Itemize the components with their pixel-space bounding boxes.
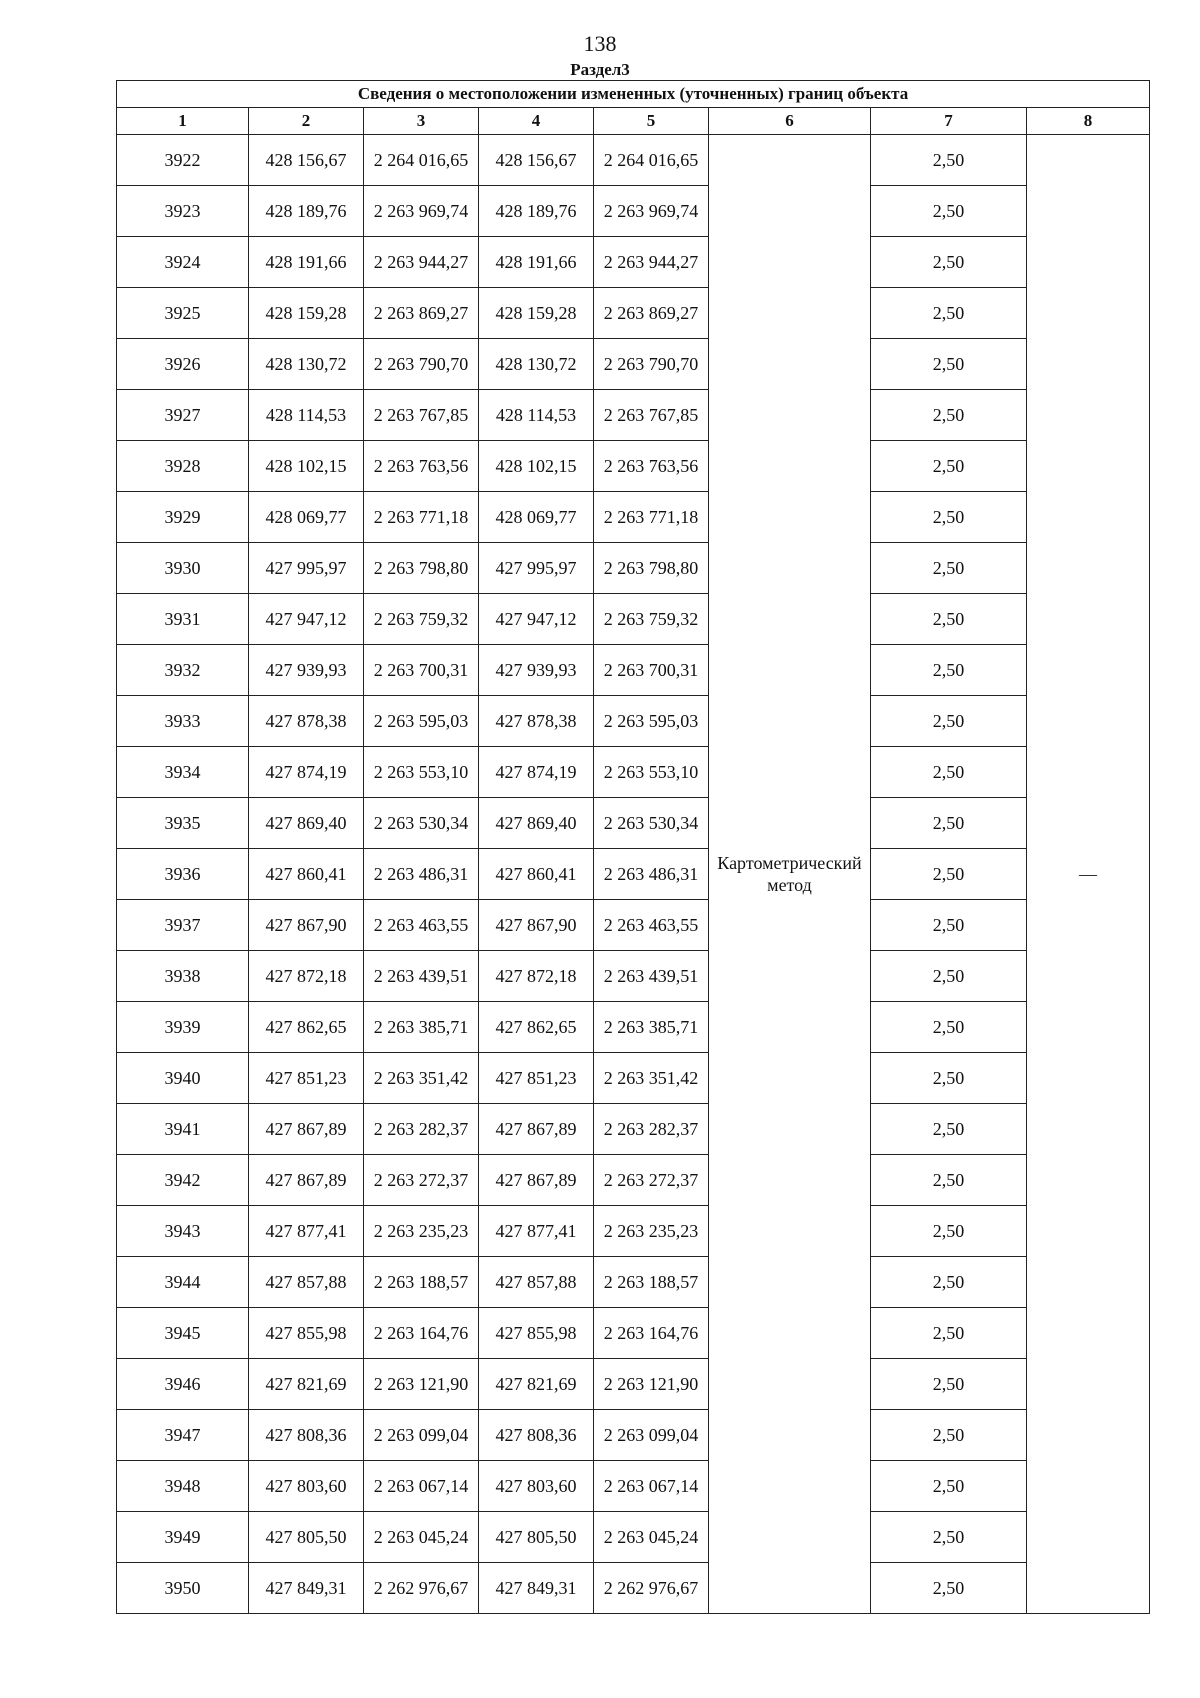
note-cell: — xyxy=(1027,135,1150,1614)
x-new-cell: 427 869,40 xyxy=(479,798,594,849)
y-new-cell: 2 263 530,34 xyxy=(594,798,709,849)
y-new-cell: 2 263 759,32 xyxy=(594,594,709,645)
point-number-cell: 3949 xyxy=(117,1512,249,1563)
point-number-cell: 3934 xyxy=(117,747,249,798)
accuracy-cell: 2,50 xyxy=(871,594,1027,645)
accuracy-cell: 2,50 xyxy=(871,1410,1027,1461)
accuracy-cell: 2,50 xyxy=(871,645,1027,696)
y-old-cell: 2 263 067,14 xyxy=(364,1461,479,1512)
x-old-cell: 427 803,60 xyxy=(249,1461,364,1512)
x-new-cell: 427 851,23 xyxy=(479,1053,594,1104)
y-old-cell: 2 263 385,71 xyxy=(364,1002,479,1053)
x-new-cell: 427 947,12 xyxy=(479,594,594,645)
x-old-cell: 427 849,31 xyxy=(249,1563,364,1614)
point-number-cell: 3929 xyxy=(117,492,249,543)
y-old-cell: 2 263 272,37 xyxy=(364,1155,479,1206)
point-number-cell: 3945 xyxy=(117,1308,249,1359)
point-number-cell: 3937 xyxy=(117,900,249,951)
table-row xyxy=(117,492,1150,543)
y-old-cell: 2 263 798,80 xyxy=(364,543,479,594)
accuracy-cell: 2,50 xyxy=(871,1359,1027,1410)
y-new-cell: 2 263 969,74 xyxy=(594,186,709,237)
y-new-cell: 2 263 272,37 xyxy=(594,1155,709,1206)
y-old-cell: 2 263 944,27 xyxy=(364,237,479,288)
table-row xyxy=(117,1002,1150,1053)
x-old-cell: 428 189,76 xyxy=(249,186,364,237)
point-number-cell: 3930 xyxy=(117,543,249,594)
table-row xyxy=(117,1053,1150,1104)
table-row xyxy=(117,1563,1150,1614)
x-new-cell: 427 849,31 xyxy=(479,1563,594,1614)
point-number-cell: 3944 xyxy=(117,1257,249,1308)
method-cell: Картометрический метод xyxy=(709,135,871,1614)
x-new-cell: 428 159,28 xyxy=(479,288,594,339)
x-new-cell: 427 855,98 xyxy=(479,1308,594,1359)
x-new-cell: 427 808,36 xyxy=(479,1410,594,1461)
x-new-cell: 427 874,19 xyxy=(479,747,594,798)
y-old-cell: 2 262 976,67 xyxy=(364,1563,479,1614)
y-new-cell: 2 263 282,37 xyxy=(594,1104,709,1155)
accuracy-cell: 2,50 xyxy=(871,951,1027,1002)
table-row xyxy=(117,1461,1150,1512)
column-header: 3 xyxy=(364,108,479,135)
y-new-cell: 2 263 763,56 xyxy=(594,441,709,492)
point-number-cell: 3943 xyxy=(117,1206,249,1257)
y-new-cell: 2 263 235,23 xyxy=(594,1206,709,1257)
point-number-cell: 3931 xyxy=(117,594,249,645)
accuracy-cell: 2,50 xyxy=(871,237,1027,288)
y-old-cell: 2 263 595,03 xyxy=(364,696,479,747)
y-old-cell: 2 263 099,04 xyxy=(364,1410,479,1461)
y-old-cell: 2 263 045,24 xyxy=(364,1512,479,1563)
table-row xyxy=(117,288,1150,339)
accuracy-cell: 2,50 xyxy=(871,798,1027,849)
y-old-cell: 2 263 439,51 xyxy=(364,951,479,1002)
x-old-cell: 428 114,53 xyxy=(249,390,364,441)
x-old-cell: 427 867,89 xyxy=(249,1104,364,1155)
x-old-cell: 427 947,12 xyxy=(249,594,364,645)
x-old-cell: 427 874,19 xyxy=(249,747,364,798)
y-new-cell: 2 263 463,55 xyxy=(594,900,709,951)
point-number-cell: 3927 xyxy=(117,390,249,441)
y-new-cell: 2 262 976,67 xyxy=(594,1563,709,1614)
y-new-cell: 2 264 016,65 xyxy=(594,135,709,186)
y-old-cell: 2 264 016,65 xyxy=(364,135,479,186)
y-old-cell: 2 263 763,56 xyxy=(364,441,479,492)
x-old-cell: 428 191,66 xyxy=(249,237,364,288)
x-old-cell: 427 872,18 xyxy=(249,951,364,1002)
table-row xyxy=(117,186,1150,237)
point-number-cell: 3924 xyxy=(117,237,249,288)
point-number-cell: 3941 xyxy=(117,1104,249,1155)
x-old-cell: 427 855,98 xyxy=(249,1308,364,1359)
x-new-cell: 428 069,77 xyxy=(479,492,594,543)
x-old-cell: 427 939,93 xyxy=(249,645,364,696)
point-number-cell: 3933 xyxy=(117,696,249,747)
table-row xyxy=(117,645,1150,696)
table-row xyxy=(117,1257,1150,1308)
y-old-cell: 2 263 530,34 xyxy=(364,798,479,849)
accuracy-cell: 2,50 xyxy=(871,849,1027,900)
y-new-cell: 2 263 798,80 xyxy=(594,543,709,594)
point-number-cell: 3947 xyxy=(117,1410,249,1461)
column-header-row xyxy=(117,108,1150,135)
x-old-cell: 428 069,77 xyxy=(249,492,364,543)
accuracy-cell: 2,50 xyxy=(871,390,1027,441)
point-number-cell: 3925 xyxy=(117,288,249,339)
accuracy-cell: 2,50 xyxy=(871,1308,1027,1359)
point-number-cell: 3948 xyxy=(117,1461,249,1512)
table-caption: Сведения о местоположении измененных (уточненных) границ объекта xyxy=(117,81,1150,108)
table-row xyxy=(117,696,1150,747)
table-row xyxy=(117,390,1150,441)
point-number-cell: 3936 xyxy=(117,849,249,900)
y-old-cell: 2 263 351,42 xyxy=(364,1053,479,1104)
accuracy-cell: 2,50 xyxy=(871,1206,1027,1257)
accuracy-cell: 2,50 xyxy=(871,186,1027,237)
y-old-cell: 2 263 700,31 xyxy=(364,645,479,696)
table-body xyxy=(117,135,1150,1614)
y-new-cell: 2 263 385,71 xyxy=(594,1002,709,1053)
x-old-cell: 427 808,36 xyxy=(249,1410,364,1461)
x-new-cell: 428 102,15 xyxy=(479,441,594,492)
table-row xyxy=(117,798,1150,849)
coordinates-table xyxy=(116,80,1150,1614)
x-old-cell: 428 102,15 xyxy=(249,441,364,492)
page-number: 138 xyxy=(583,31,617,56)
y-old-cell: 2 263 463,55 xyxy=(364,900,479,951)
point-number-cell: 3932 xyxy=(117,645,249,696)
point-number-cell: 3928 xyxy=(117,441,249,492)
y-new-cell: 2 263 595,03 xyxy=(594,696,709,747)
y-old-cell: 2 263 771,18 xyxy=(364,492,479,543)
x-new-cell: 427 860,41 xyxy=(479,849,594,900)
table-row xyxy=(117,747,1150,798)
y-new-cell: 2 263 099,04 xyxy=(594,1410,709,1461)
point-number-cell: 3942 xyxy=(117,1155,249,1206)
y-new-cell: 2 263 045,24 xyxy=(594,1512,709,1563)
y-new-cell: 2 263 067,14 xyxy=(594,1461,709,1512)
table-row xyxy=(117,849,1150,900)
x-old-cell: 427 862,65 xyxy=(249,1002,364,1053)
x-new-cell: 427 995,97 xyxy=(479,543,594,594)
table-row xyxy=(117,900,1150,951)
x-new-cell: 427 867,90 xyxy=(479,900,594,951)
y-new-cell: 2 263 700,31 xyxy=(594,645,709,696)
x-new-cell: 427 877,41 xyxy=(479,1206,594,1257)
column-header: 7 xyxy=(871,108,1027,135)
point-number-cell: 3939 xyxy=(117,1002,249,1053)
y-new-cell: 2 263 486,31 xyxy=(594,849,709,900)
column-header: 8 xyxy=(1027,108,1150,135)
x-old-cell: 427 995,97 xyxy=(249,543,364,594)
x-new-cell: 427 821,69 xyxy=(479,1359,594,1410)
accuracy-cell: 2,50 xyxy=(871,747,1027,798)
x-new-cell: 427 867,89 xyxy=(479,1155,594,1206)
x-new-cell: 427 803,60 xyxy=(479,1461,594,1512)
x-old-cell: 427 867,90 xyxy=(249,900,364,951)
x-new-cell: 428 130,72 xyxy=(479,339,594,390)
accuracy-cell: 2,50 xyxy=(871,441,1027,492)
table-row xyxy=(117,1155,1150,1206)
y-new-cell: 2 263 771,18 xyxy=(594,492,709,543)
table-row xyxy=(117,543,1150,594)
x-new-cell: 427 878,38 xyxy=(479,696,594,747)
y-old-cell: 2 263 235,23 xyxy=(364,1206,479,1257)
x-old-cell: 427 805,50 xyxy=(249,1512,364,1563)
point-number-cell: 3922 xyxy=(117,135,249,186)
table-row xyxy=(117,1410,1150,1461)
column-header: 1 xyxy=(117,108,249,135)
x-new-cell: 427 857,88 xyxy=(479,1257,594,1308)
y-old-cell: 2 263 553,10 xyxy=(364,747,479,798)
y-new-cell: 2 263 164,76 xyxy=(594,1308,709,1359)
table-row xyxy=(117,594,1150,645)
x-new-cell: 427 805,50 xyxy=(479,1512,594,1563)
accuracy-cell: 2,50 xyxy=(871,492,1027,543)
y-old-cell: 2 263 767,85 xyxy=(364,390,479,441)
y-new-cell: 2 263 944,27 xyxy=(594,237,709,288)
table-caption-row xyxy=(117,81,1150,108)
accuracy-cell: 2,50 xyxy=(871,1512,1027,1563)
accuracy-cell: 2,50 xyxy=(871,288,1027,339)
point-number-cell: 3923 xyxy=(117,186,249,237)
x-new-cell: 428 156,67 xyxy=(479,135,594,186)
accuracy-cell: 2,50 xyxy=(871,696,1027,747)
x-old-cell: 427 857,88 xyxy=(249,1257,364,1308)
y-old-cell: 2 263 790,70 xyxy=(364,339,479,390)
x-old-cell: 427 821,69 xyxy=(249,1359,364,1410)
x-old-cell: 427 869,40 xyxy=(249,798,364,849)
y-new-cell: 2 263 553,10 xyxy=(594,747,709,798)
y-old-cell: 2 263 121,90 xyxy=(364,1359,479,1410)
table-row xyxy=(117,339,1150,390)
x-old-cell: 428 156,67 xyxy=(249,135,364,186)
accuracy-cell: 2,50 xyxy=(871,1461,1027,1512)
y-new-cell: 2 263 351,42 xyxy=(594,1053,709,1104)
y-old-cell: 2 263 164,76 xyxy=(364,1308,479,1359)
accuracy-cell: 2,50 xyxy=(871,339,1027,390)
accuracy-cell: 2,50 xyxy=(871,1053,1027,1104)
table-row xyxy=(117,237,1150,288)
y-old-cell: 2 263 759,32 xyxy=(364,594,479,645)
table-row xyxy=(117,1359,1150,1410)
y-new-cell: 2 263 767,85 xyxy=(594,390,709,441)
y-new-cell: 2 263 121,90 xyxy=(594,1359,709,1410)
accuracy-cell: 2,50 xyxy=(871,1155,1027,1206)
x-new-cell: 427 872,18 xyxy=(479,951,594,1002)
y-old-cell: 2 263 486,31 xyxy=(364,849,479,900)
point-number-cell: 3950 xyxy=(117,1563,249,1614)
accuracy-cell: 2,50 xyxy=(871,1002,1027,1053)
accuracy-cell: 2,50 xyxy=(871,900,1027,951)
table-row xyxy=(117,1512,1150,1563)
accuracy-cell: 2,50 xyxy=(871,135,1027,186)
y-old-cell: 2 263 282,37 xyxy=(364,1104,479,1155)
x-old-cell: 428 130,72 xyxy=(249,339,364,390)
column-header: 4 xyxy=(479,108,594,135)
point-number-cell: 3938 xyxy=(117,951,249,1002)
column-header: 6 xyxy=(709,108,871,135)
point-number-cell: 3940 xyxy=(117,1053,249,1104)
accuracy-cell: 2,50 xyxy=(871,1104,1027,1155)
x-old-cell: 427 877,41 xyxy=(249,1206,364,1257)
x-new-cell: 427 862,65 xyxy=(479,1002,594,1053)
y-new-cell: 2 263 188,57 xyxy=(594,1257,709,1308)
table-row xyxy=(117,1206,1150,1257)
y-old-cell: 2 263 969,74 xyxy=(364,186,479,237)
point-number-cell: 3926 xyxy=(117,339,249,390)
y-old-cell: 2 263 869,27 xyxy=(364,288,479,339)
y-new-cell: 2 263 790,70 xyxy=(594,339,709,390)
x-old-cell: 427 878,38 xyxy=(249,696,364,747)
point-number-cell: 3946 xyxy=(117,1359,249,1410)
x-old-cell: 427 867,89 xyxy=(249,1155,364,1206)
column-header: 2 xyxy=(249,108,364,135)
x-new-cell: 428 189,76 xyxy=(479,186,594,237)
table-row xyxy=(117,1308,1150,1359)
accuracy-cell: 2,50 xyxy=(871,1563,1027,1614)
section-title: Раздел3 xyxy=(570,60,630,79)
x-new-cell: 427 867,89 xyxy=(479,1104,594,1155)
y-old-cell: 2 263 188,57 xyxy=(364,1257,479,1308)
table-row xyxy=(117,135,1150,186)
accuracy-cell: 2,50 xyxy=(871,1257,1027,1308)
x-old-cell: 428 159,28 xyxy=(249,288,364,339)
table-row xyxy=(117,441,1150,492)
x-new-cell: 428 191,66 xyxy=(479,237,594,288)
point-number-cell: 3935 xyxy=(117,798,249,849)
x-new-cell: 428 114,53 xyxy=(479,390,594,441)
x-old-cell: 427 851,23 xyxy=(249,1053,364,1104)
table-row xyxy=(117,1104,1150,1155)
x-old-cell: 427 860,41 xyxy=(249,849,364,900)
y-new-cell: 2 263 439,51 xyxy=(594,951,709,1002)
column-header: 5 xyxy=(594,108,709,135)
table-row xyxy=(117,951,1150,1002)
y-new-cell: 2 263 869,27 xyxy=(594,288,709,339)
accuracy-cell: 2,50 xyxy=(871,543,1027,594)
x-new-cell: 427 939,93 xyxy=(479,645,594,696)
